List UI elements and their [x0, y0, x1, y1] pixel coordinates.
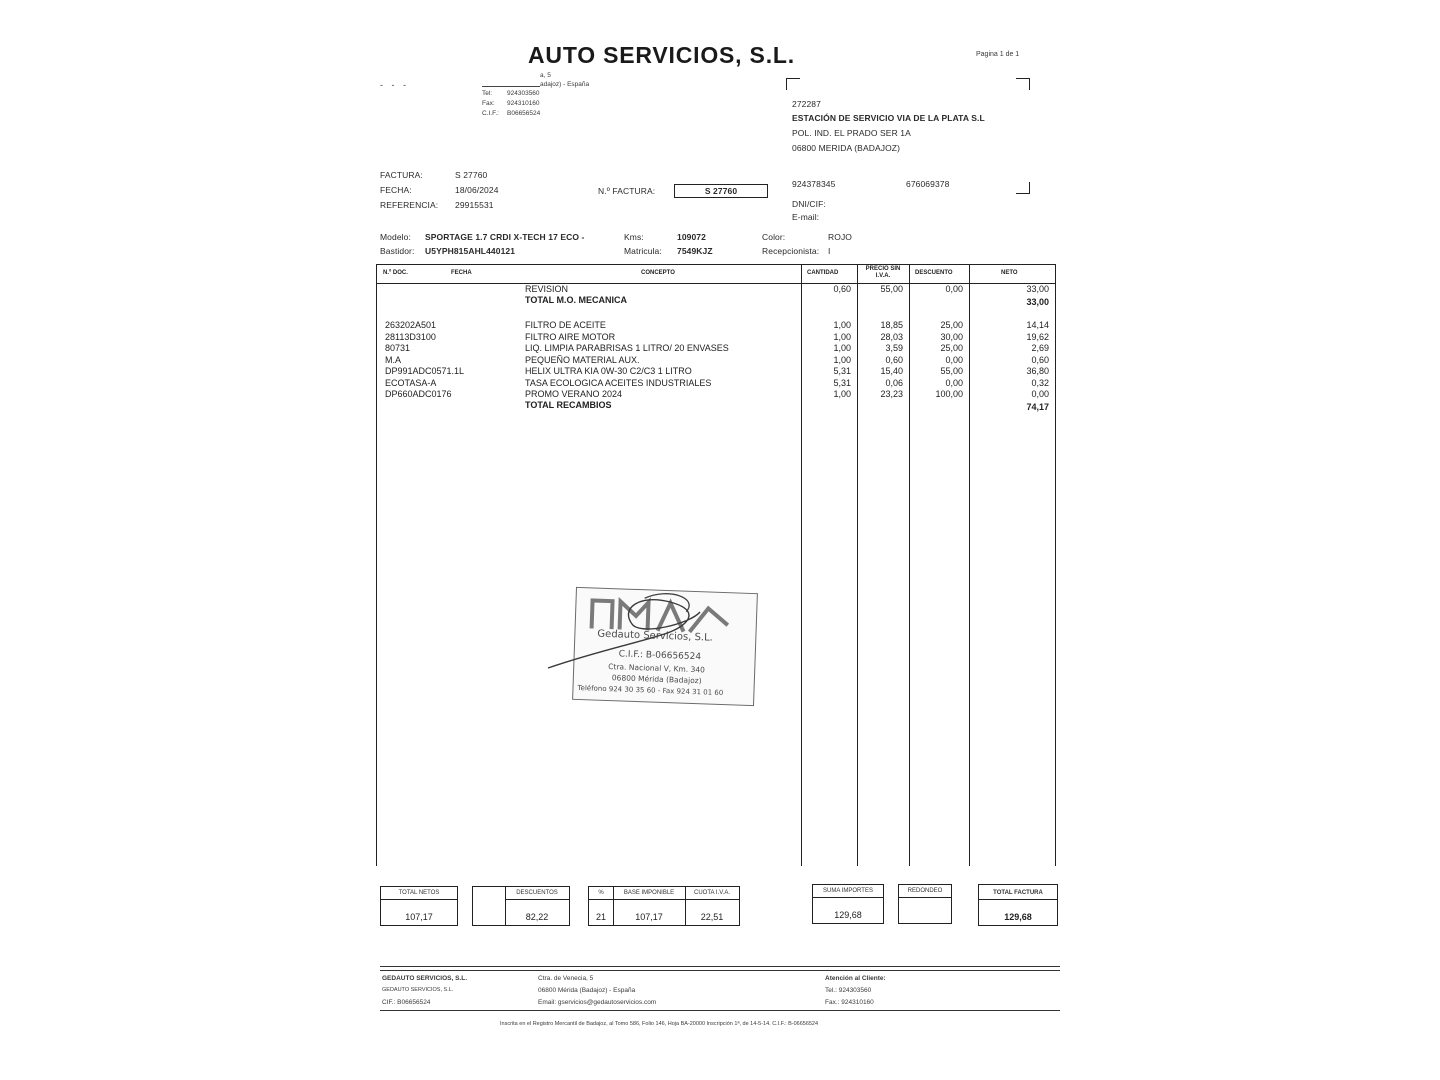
footer-atencion: Atención al Cliente:	[825, 975, 886, 982]
table-row	[377, 320, 1057, 332]
line-neto: 36,80	[1026, 366, 1049, 376]
line-cantidad: 5,31	[833, 377, 851, 388]
line-descuento: 25,00	[940, 320, 963, 330]
line-concept: FILTRO DE ACEITE	[525, 320, 606, 330]
company-tel-label: Tel:	[482, 90, 493, 97]
line-code: ECOTASA-A	[385, 377, 437, 388]
footer-rule-top	[380, 966, 1060, 967]
total-factura-value: 129,68	[1004, 912, 1032, 922]
line-cantidad: 1,00	[833, 320, 851, 330]
line-descuento: 55,00	[940, 366, 963, 376]
table-row	[377, 389, 1057, 401]
line-concept: HELIX ULTRA KIA 0W-30 C2/C3 1 LITRO	[525, 366, 692, 376]
customer-code: 272287	[792, 99, 821, 109]
table-row	[377, 400, 1057, 412]
parts-total-label: TOTAL RECAMBIOS	[525, 400, 612, 410]
line-concept: FILTRO AIRE MOTOR	[525, 331, 616, 342]
redondeo-label: REDONDEO	[907, 888, 943, 894]
line-precio: 0,06	[885, 377, 903, 388]
line-code: 80731	[385, 343, 411, 353]
line-concept: TASA ECOLOGICA ACEITES INDUSTRIALES	[525, 377, 712, 388]
iva-rule	[589, 899, 739, 900]
parts-total-value: 74,17	[1026, 402, 1049, 412]
iva-box	[588, 886, 740, 926]
line-neto: 33,00	[1026, 284, 1049, 294]
th-descuento: DESCUENTO	[915, 270, 953, 276]
factura-value: S 27760	[455, 170, 488, 180]
footer-company: GEDAUTO SERVICIOS, S.L.	[382, 975, 467, 982]
fecha-label: FECHA:	[380, 185, 412, 195]
footer-fax: Fax.: 924310160	[825, 999, 874, 1006]
company-tel: 924303560	[507, 90, 540, 97]
suma-value: 129,68	[834, 910, 862, 920]
footer-tel: Tel.: 924303560	[825, 987, 872, 994]
descuentos-label: DESCUENTOS	[516, 890, 558, 896]
line-concept: REVISION	[525, 284, 569, 294]
matricula-label: Matricula:	[624, 246, 662, 256]
footer-cif: CIF.: B06656524	[382, 999, 431, 1006]
company-fax-label: Fax:	[482, 100, 495, 107]
customer-email-label: E-mail:	[792, 212, 820, 222]
table-row	[377, 343, 1057, 355]
footer-registry: Inscrita en el Registro Mercantil de Badajoz, al Tomo 586, Folio 146, Hoja BA-20000 Inscripción 1ª, de 14-5-14. C.I.F.: B-06656524	[500, 1021, 819, 1027]
table-row	[377, 332, 1057, 344]
company-address-rule	[482, 86, 540, 87]
labour-total-value: 33,00	[1026, 297, 1049, 307]
line-code: DP660ADC0176	[385, 389, 452, 399]
line-cantidad: 1,00	[833, 354, 851, 365]
table-row	[377, 378, 1057, 390]
line-precio: 28,03	[880, 331, 903, 342]
line-cantidad: 1,00	[833, 343, 851, 353]
footer-street: Ctra. de Venecia, 5	[538, 975, 594, 982]
address-corner-tr	[1016, 78, 1030, 90]
total-factura-label: TOTAL FACTURA	[993, 890, 1043, 896]
footer-rule-2	[380, 970, 1060, 971]
th-ndoc: N.º DOC.	[383, 270, 408, 276]
th-neto: NETO	[1001, 270, 1018, 276]
descuentos-box	[472, 886, 570, 926]
company-cif-label: C.I.F.:	[482, 110, 499, 117]
line-cantidad: 1,00	[833, 331, 851, 342]
cuota-value: 22,51	[700, 912, 724, 922]
stamp-line-4: 06800 Mérida (Badajoz)	[611, 673, 702, 686]
customer-address: POL. IND. EL PRADO SER 1A	[792, 128, 911, 138]
base-value: 107,17	[635, 912, 663, 922]
table-row	[377, 355, 1057, 367]
matricula-value: 7549KJZ	[677, 246, 713, 256]
line-cantidad: 0,60	[833, 284, 851, 294]
th-cantidad: CANTIDAD	[807, 270, 839, 276]
line-concept: PROMO VERANO 2024	[525, 389, 623, 399]
line-neto: 2,69	[1031, 343, 1049, 353]
pct-label: %	[598, 890, 604, 896]
color-value: ROJO	[828, 232, 853, 242]
stamp-line-5: Teléfono 924 30 35 60 - Fax 924 31 01 60	[577, 683, 724, 698]
line-code: 28113D3100	[385, 331, 436, 342]
signature-stroke-icon	[540, 580, 740, 680]
customer-phone1: 924378345	[792, 179, 836, 189]
line-code: 263202A501	[385, 320, 437, 330]
page-indicator: Pagina 1 de 1	[976, 51, 1020, 58]
line-precio: 23,23	[880, 389, 903, 399]
table-row	[377, 284, 1057, 296]
footer-email: Email: gservicios@gedautoservicios.com	[538, 999, 657, 1006]
stamp-line-1: Gedauto Servicios, S.L.	[597, 628, 713, 644]
suma-rule	[813, 897, 883, 898]
labour-total-label: TOTAL M.O. MECANICA	[525, 295, 627, 305]
th-concepto: CONCEPTO	[641, 270, 675, 276]
base-label: BASE IMPONIBLE	[623, 890, 675, 896]
customer-dni-label: DNI/CIF:	[792, 199, 826, 209]
line-neto: 0,00	[1031, 389, 1049, 399]
company-address-2: adajoz) - España	[540, 81, 590, 88]
descuentos-value: 82,22	[525, 912, 549, 922]
total-netos-rule	[381, 899, 457, 900]
line-neto: 0,32	[1031, 377, 1049, 388]
customer-city: 06800 MERIDA (BADAJOZ)	[792, 143, 901, 153]
redondeo-rule	[899, 897, 951, 898]
color-label: Color:	[762, 232, 786, 242]
line-cantidad: 1,00	[833, 389, 851, 399]
line-neto: 19,62	[1026, 331, 1049, 342]
customer-name: ESTACIÓN DE SERVICIO VIA DE LA PLATA S.L	[792, 113, 985, 123]
recepcionista-value: I	[828, 246, 831, 256]
cuota-label: CUOTA I.V.A.	[693, 890, 730, 896]
nfactura-label: N.º FACTURA:	[598, 186, 656, 196]
factura-label: FACTURA:	[380, 170, 423, 180]
referencia-value: 29915531	[455, 200, 494, 210]
line-cantidad: 5,31	[833, 366, 851, 376]
line-precio: 15,40	[880, 366, 903, 376]
customer-phone2: 676069378	[906, 179, 950, 189]
fecha-value: 18/06/2024	[455, 185, 499, 195]
invoice-lines-table	[376, 264, 1056, 866]
suma-importes-box	[812, 884, 884, 924]
line-code: DP991ADC0571.1L	[385, 366, 465, 376]
company-address-1: a, 5	[540, 72, 551, 79]
line-descuento: 25,00	[940, 343, 963, 353]
company-fax: 924310160	[507, 100, 540, 107]
line-neto: 0,60	[1031, 354, 1049, 365]
footer-company-2: GEDAUTO SERVICIOS, S.L.	[382, 987, 454, 993]
company-cif: B06656524	[507, 110, 541, 117]
table-row	[377, 295, 1057, 307]
line-precio: 18,85	[880, 320, 903, 330]
total-netos-label: TOTAL NETOS	[398, 890, 440, 896]
line-neto: 14,14	[1026, 320, 1049, 330]
referencia-label: REFERENCIA:	[380, 200, 439, 210]
redondeo-box	[898, 884, 952, 924]
table-row	[377, 366, 1057, 378]
company-name: AUTO SERVICIOS, S.L.	[528, 42, 795, 68]
line-precio: 55,00	[880, 284, 903, 294]
line-concept: PEQUEÑO MATERIAL AUX.	[525, 354, 640, 365]
th-precio: PRECIO SIN I.V.A.	[865, 266, 901, 279]
bastidor-value: U5YPH815AHL440121	[425, 246, 516, 256]
line-precio: 0,60	[885, 354, 903, 365]
line-code: M.A	[385, 354, 402, 365]
nfactura-box: S 27760	[674, 184, 768, 198]
modelo-value: SPORTAGE 1.7 CRDI X-TECH 17 ECO -	[425, 232, 585, 242]
line-descuento: 30,00	[940, 331, 963, 342]
address-corner-br	[1016, 182, 1030, 194]
th-fecha: FECHA	[451, 270, 472, 276]
line-precio: 3,59	[885, 343, 903, 353]
total-netos-value: 107,17	[405, 912, 433, 922]
suma-label: SUMA IMPORTES	[823, 888, 873, 894]
bastidor-label: Bastidor:	[380, 246, 415, 256]
line-concept: LIQ. LIMPIA PARABRISAS 1 LITRO/ 20 ENVASES	[525, 343, 729, 353]
total-factura-box	[978, 884, 1058, 926]
kms-value: 109072	[677, 232, 706, 242]
total-netos-box	[380, 886, 458, 926]
modelo-label: Modelo:	[380, 232, 411, 242]
descuentos-rule	[505, 899, 569, 900]
stamp-line-2: C.I.F.: B-06656524	[618, 649, 702, 663]
kms-label: Kms:	[624, 232, 644, 242]
line-descuento: 100,00	[935, 389, 963, 399]
line-descuento: 0,00	[945, 354, 963, 365]
recepcionista-label: Recepcionista:	[762, 246, 820, 256]
footer-rule-bottom	[380, 1010, 1060, 1011]
address-corner-tl	[786, 78, 800, 90]
total-factura-rule	[979, 899, 1057, 900]
line-descuento: 0,00	[945, 377, 963, 388]
header-dashes: - - -	[380, 80, 409, 90]
footer-city: 06800 Mérida (Badajoz) - España	[538, 987, 636, 994]
stamp-line-3: Ctra. Nacional V, Km. 340	[608, 662, 706, 675]
line-descuento: 0,00	[945, 284, 963, 294]
pct-value: 21	[595, 912, 606, 922]
